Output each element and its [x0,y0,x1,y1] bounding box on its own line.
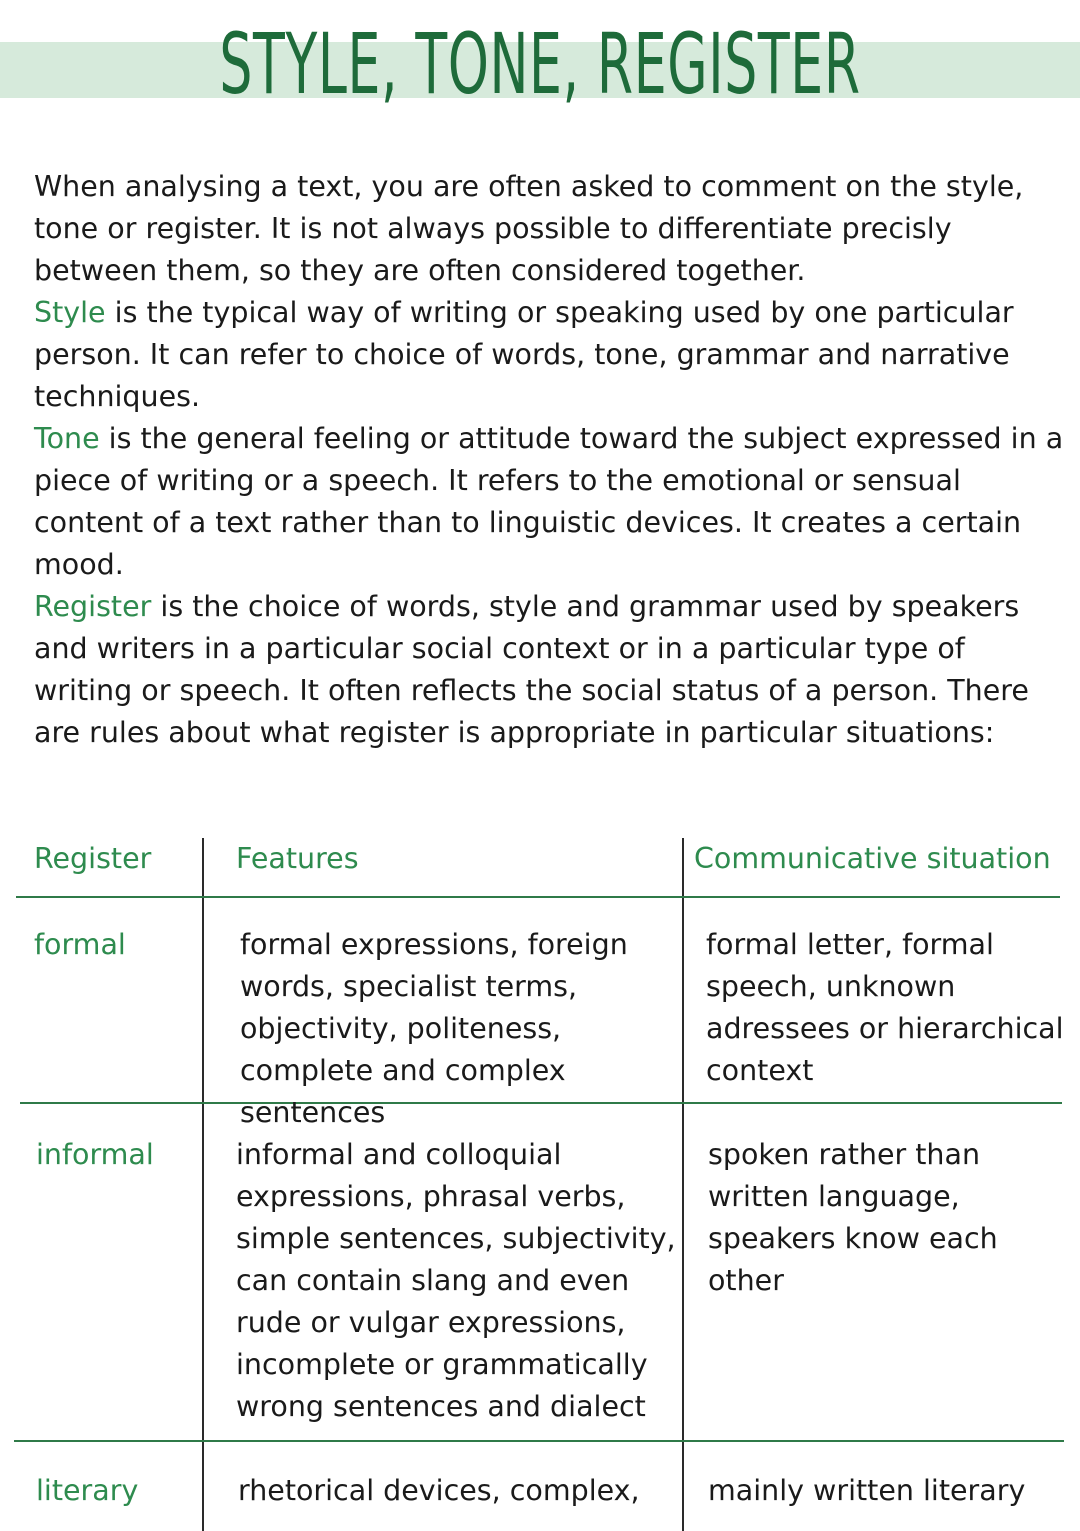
row-formal-register: formal [34,928,126,961]
page-title: STYLE, TONE, REGISTER [219,15,861,113]
row-rule-2 [14,1440,1064,1442]
row-formal-situation: formal letter, formal speech, unknown adressees or hierarchical context [706,928,1064,1087]
column-divider-2 [682,838,684,1531]
row-formal-features: formal expressions, foreign words, specialist terms, objectivity, politeness, complete and complex sentences [240,928,628,1129]
style-definition-text: is the typical way of writing or speaking used by one particular person. It can refer to choice of words, tone, grammar and narrative techniques. [34,296,1014,413]
row-informal-features: informal and colloquial expressions, phrasal verbs, simple sentences, subjectivity, can contain slang and even rude or vulgar expressions, incomplete or grammatically wrong sentences and dialect [236,1138,676,1423]
header-register: Register [34,842,152,875]
tone-term: Tone [34,422,100,455]
header-rule [16,896,1060,898]
row-literary-register: literary [36,1474,139,1507]
register-definition-text: is the choice of words, style and grammar used by speakers and writers in a particular social context or in a particular type of writing or speech. It often reflects the social status of a person. There are rules about what register is appropriate in particular situations: [34,590,1029,749]
row-literary-situation: mainly written literary [708,1474,1026,1507]
row-literary-features: rhetorical devices, complex, [238,1474,640,1507]
header-situation: Communicative situation [694,842,1051,875]
tone-definition-text: is the general feeling or attitude toward the subject expressed in a piece of writing or a speech. It refers to the emotional or sensual content of a text rather than to linguistic devices. It creates a certain mood. [34,422,1064,581]
register-term: Register [34,590,152,623]
style-term: Style [34,296,106,329]
row-informal-register: informal [36,1138,154,1171]
column-divider-1 [202,838,204,1531]
intro-paragraph: When analysing a text, you are often asked to comment on the style, tone or register. It is not always possible to differentiate precisly between them, so they are often considered together. [34,170,1024,287]
header-features: Features [236,842,359,875]
row-informal-situation: spoken rather than written language, speakers know each other [708,1138,998,1297]
